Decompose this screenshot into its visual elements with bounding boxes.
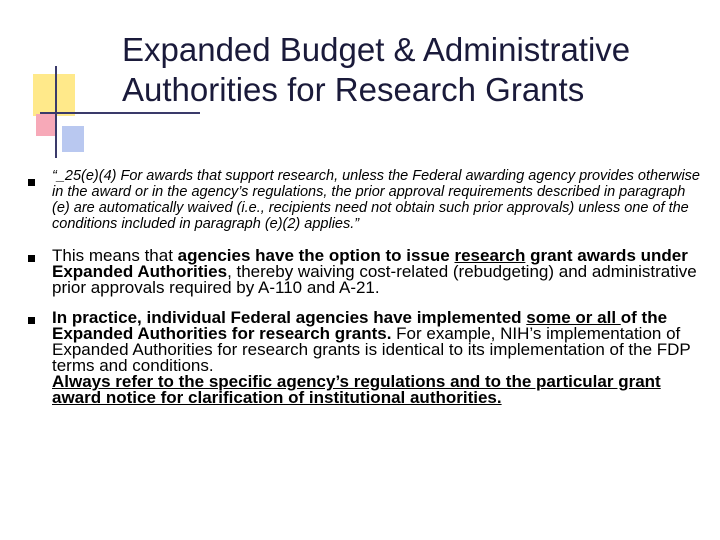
bullet-list	[28, 168, 700, 406]
bullet-item-practice	[28, 310, 700, 406]
square-bullet-icon	[28, 179, 35, 186]
bullet-3-underlined-1: some or all	[526, 308, 621, 327]
bullet-2-bold-2: grant awards under Expanded Authorities	[52, 246, 688, 281]
bullet-quote-text: “_25(e)(4) For awards that support research, unless the Federal awarding agency provides otherwise in the award or in the agency’s regulations, the prior approval requirements described in paragraph (e) are automatically waived (i.e., recipients need not obtain such prior approvals) unless one of the conditions included in paragraph (e)(2) applies.”	[52, 168, 700, 232]
bullet-2-plain-2: , thereby waiving cost-related (rebudgeting) and administrative prior approvals required by A-110 and A-21.	[52, 262, 697, 297]
slide-title	[122, 30, 702, 110]
decor-blue-square	[62, 126, 84, 152]
bullet-3-bold-2: of the Expanded Authorities for research grants.	[52, 308, 668, 343]
bullet-2-plain-1: This means that	[52, 246, 178, 265]
bullet-2-bold-1: agencies have the option to issue	[177, 246, 455, 265]
square-bullet-icon	[28, 255, 35, 262]
bullet-3-underlined-2: Always refer to the specific agency’s regulations and to the particular grant award notice for clarification of institutional authorities.	[52, 372, 661, 407]
bullet-item-quote	[28, 168, 700, 232]
bullet-2-underlined: research	[454, 246, 526, 265]
bullet-item-meaning	[28, 248, 700, 296]
decor-horizontal-line	[40, 112, 200, 114]
bullet-3-plain: For example, NIH’s implementation of Expanded Authorities for research grants is identical to its implementation of the FDP terms and conditions.	[52, 324, 691, 375]
slide-title-line-1: Expanded Budget & Administrative	[122, 31, 631, 68]
square-bullet-icon	[28, 317, 35, 324]
decor-yellow-square	[33, 74, 75, 116]
bullet-3-bold-1: In practice, individual Federal agencies have implemented	[52, 308, 527, 327]
slide-title-line-2: Authorities for Research Grants	[122, 71, 585, 108]
decor-pink-square	[36, 114, 55, 136]
